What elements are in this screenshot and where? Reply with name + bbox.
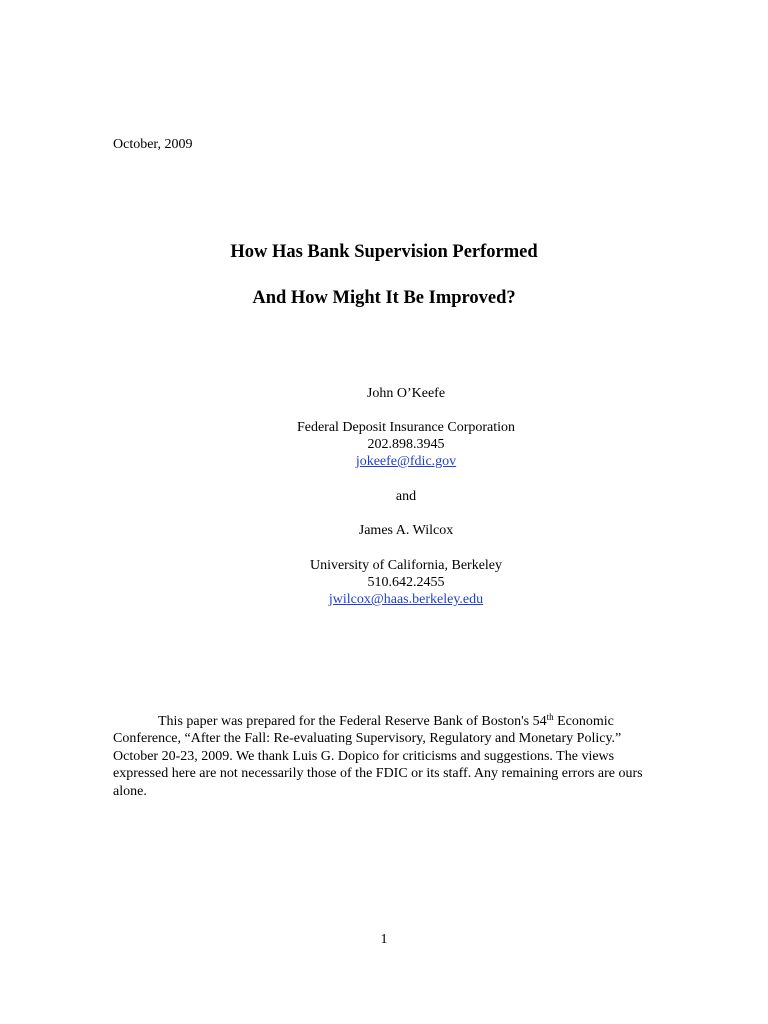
author-2-email-row [0, 591, 768, 608]
author-2-phone: 510.642.2455 [367, 575, 445, 590]
author-2-affiliation: University of California, Berkeley [309, 558, 503, 573]
author-1-email-link[interactable]: jokeefe@fdic.gov [355, 454, 457, 469]
paper-title-line-2: And How Might It Be Improved? [252, 288, 516, 308]
author-connector: and [395, 489, 417, 504]
note-text-part-1: This paper was prepared for the Federal Reserve Bank of Boston's 54 [158, 714, 547, 729]
author-2-email-link[interactable]: jwilcox@haas.berkeley.edu [328, 592, 484, 607]
page-number: 1 [380, 932, 388, 947]
author-1-phone: 202.898.3945 [367, 437, 445, 452]
note-superscript: th [546, 712, 554, 722]
paper-title-line-1: How Has Bank Supervision Performed [230, 242, 538, 262]
author-1-affiliation: Federal Deposit Insurance Corporation [296, 420, 516, 435]
author-1-email-row [0, 453, 768, 470]
author-1-name: John O’Keefe [366, 386, 446, 401]
note-text-part-2: Economic Conference, “After the Fall: Re-evaluating Supervisory, Regulatory and Monetary Policy.” October 20-23, 2009. We thank Luis G. Dopico for criticisms and suggestions. The views expressed here are not necessarily those of the FDIC or its staff. Any remaining errors are ours alone. [113, 714, 643, 799]
acknowledgement-paragraph [113, 713, 661, 800]
author-2-name: James A. Wilcox [358, 523, 454, 538]
document-date: October, 2009 [113, 137, 193, 152]
